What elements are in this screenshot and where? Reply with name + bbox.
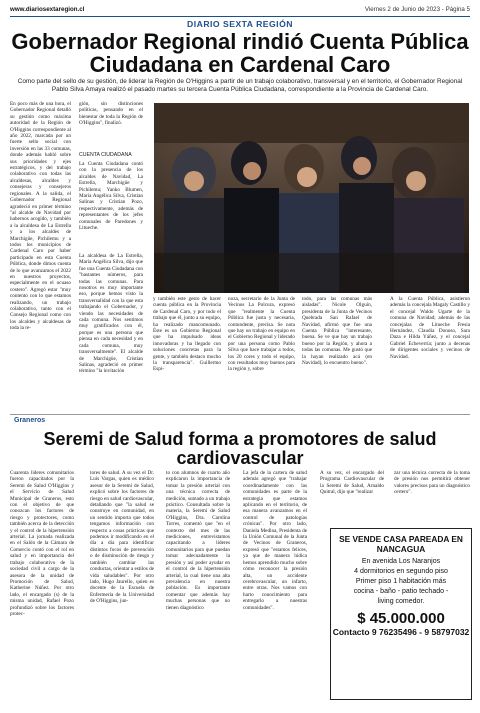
article2-headline: Seremi de Salud forma a promotores de salud cardiovascular bbox=[43, 429, 437, 468]
article1-column-3: La alcaldesa de La Estrella, María Angélica Silva, dijo que fue una Cuenta Ciudadana con "bastantes números, para todas las comunas. Para nosotros es muy importante eso, porque hemos visto la transversalidad con la que esta trabajando el Gobernador, y viendo las necesidades de cada comuna. Nos sentimos muy gratificados con él, porque es una persona que piensa en cada necesidad y en cada comuna, muy transversalmente". El alcalde de Marchigüe, Cristian Salinas, agradeció en primer término "la invitación bbox=[79, 253, 143, 375]
article2-column-5: A su vez, el encargado del Programa Cardiovascular de la Seremi de Salud, Arnaldo Quitral, dijo que "realizar bbox=[320, 470, 384, 496]
ad-contact: Contacto 9 76235496 - 9 58797032 bbox=[332, 627, 470, 637]
article1-headline: Gobernador Regional rindió Cuenta Pública Ciudadana en Cardenal Caro bbox=[11, 29, 469, 77]
article1-deck: Como parte del sello de su gestión, de liderar la Región de O'Higgins a partir de un trabajo colaborativo, transversal y en el territorio, el Gobernador Regional Pablo Silva Amaya realizó el pasado martes su tercera Cuenta Pública Ciudadana, correspondiente a la Provincia de Cardenal Caro. bbox=[17, 78, 463, 93]
ad-line-4: cocina - baño - patio techado - bbox=[353, 588, 449, 595]
article2-column-2: tores de salud. A su vez el Dr. Luis Vargas, quien es médico asesor de la Seremi de Salud, explicó sobre los factores de riesgo en salud cardiovascular, detallando que "la salud se construye en comunidad, en un sentido importa que todos tengamos información con respecto a cosas prácticas que podemos ir modificando en el día a día para identificar distintos focos de prevención o de disminución de riesgo y también cambiar las conductas, orientar a estilos de vida saludables". Por otro lado, Hugo Jaurello, quien es docente de la Escuela de Enfermería de la Universidad de O'Higgins, jun- bbox=[90, 470, 154, 605]
article1-subhead: CUENTA CIUDADANA bbox=[79, 152, 132, 158]
article2-kicker: Graneros bbox=[14, 417, 46, 424]
section-divider bbox=[10, 414, 470, 415]
site-url[interactable]: www.diariosextaregion.cl bbox=[10, 6, 85, 13]
article1-column-7: A la Cuenta Pública, asistieron además la concejala Magaly Castillo y el concejal Waldo Ugarte de la comuna de Navidad; además de las concejalas de Litueche Fresia Hernández, Claudia Donoso, Sara Daza e Hilda Yáñez, y el concejal Gabriel Echeverría; junto a decenas de dirigentes sociales y vecinos de Navidad. bbox=[390, 296, 470, 360]
ad-line-2: 4 dormitorios en segundo piso bbox=[354, 568, 448, 575]
classified-ad bbox=[330, 528, 472, 700]
event-photo bbox=[154, 103, 469, 293]
article1-column-6: todo, para las comunas más aisladas". Nicole Olguín, presidenta de la Junta de Vecinos Quebrada San Rafael de Navidad, afirmó que fue una Cuenta Pública "interesante, buena. Se ve que hay un trabajo bueno por la Región, y ahora a todas las comunas. Me gustó que la hayan realizado acá (en Navidad), lo encuentro bueno". bbox=[302, 296, 372, 367]
article1-column-2: gión, sin distinciones políticas, pensando en el bienestar de toda la Región de O'Higgins", finalizó. bbox=[79, 101, 143, 127]
section-title: DIARIO SEXTA REGIÓN bbox=[187, 19, 293, 29]
article2-column-3: to con alumnos de cuarto año explicaron la importancia de tomar la presión arterial con una técnica correcta de medición, sumado a un trabajo práctico. Consultada sobre la materia, la Seremi de Salud O'Higgins, Dra. Carolina Torres, comentó que "en el contexto del mes de las mediciones, entrevistamos capacitando a líderes comunitarios para que puedan tomar adecuadamente la presión y así poder ayudar en el control de la hipertensión arterial, la cual tiene una alta prevalencia en nuestra población. Es importante comentar que además hay muchas personas que no tienen diagnóstico bbox=[166, 470, 230, 611]
article1-column-1: En poco más de una hora, el Gobernador Regional detalló su gestión como máxima autoridad de la Región de O'Higgins correspondiente al año 2022, marcada por un fuerte sello social con inversión en las 33 comunas, donde además habló sobre sus prioridades y ejes estratégicos, y del trabajo colaborativo con todas las alcaldesas, alcaldes y consejeras y consejeros regionales. A la salida, el Gobernador Regional agradeció en primer término "al alcalde de Navidad por habernos acogido, y también a la alcaldesa de La Estrella y a los alcaldes de Marchigüe, Pichilemu y a todos los municipios de Cardenal Caro por haber participado en esta Cuenta Pública, donde dimos cuenta de lo que avanzamos el 2022 en nuestros proyectos, especialmente en el ocuaso costero". Agregó estar "muy contento con lo que estamos realizando, un trabajo colaborativo, tanto con el Consejo Regional como con los alcaldes y alcaldesas de toda la re- bbox=[10, 101, 71, 332]
audience-photo-illustration bbox=[154, 103, 469, 293]
ad-title: SE VENDE CASA PAREADA EN NANCAGUA bbox=[339, 534, 463, 554]
article1-column-2b: La Cuenta Ciudadana contó con la presencia de los alcaldes de Navidad, La Estrella, Marchigüe y Pichilemu; Yanko Blumen, María Angélica Silva, Cristian Salinas y Cristian Pozo, respectivamente, además de representantes de los jefes comunales de Paredones y Litueche. bbox=[79, 161, 143, 232]
article1-column-5: noza, secretario de la Junta de Vecinos La Polcura, expresó que "realmente la Cuenta Pública fue justa y necesaria, contundente, precisa. Se nota que hay un trabajo en equipo en el Gobierno Regional y liderado por una persona como Pablo Silva que hace trabajar a todos, los 20 cores y todo el equipo, con resultados muy buenos para la región y, sobre bbox=[228, 296, 295, 373]
header-divider bbox=[10, 16, 470, 17]
article2-column-1: Cuarenta líderes comunitarios fueron capacitados por la Seremi de Salud O'Higgins y el Servicio de Salud Municipal de Graneros, esto con el objetivo de que conozcan los factores de riesgo y protectores, como también acerca de la detección y el control de la hipertensión arterial. La jornada realizada en el Salón de la Cámara de Comercio contó con el rol en salud y en importancia del trabajo colaborativo de la sociedad civil a cargo de la asesora de la unidad de Promoción de Salud, Katherine Núñez. Por otro lado, el encargado (s) de la misma unidad, Rafael Pozo profundizó sobre los factores protec- bbox=[10, 470, 74, 617]
article1-column-4: y también este gesto de hacer cuenta pública en la Provincia de Cardenal Caro, y por todo el trabajo que él, junto a su equipo, ha realizado mancomunado. Éste es un Gobierno Regional que ha impulsado ideas innovadoras y ha llegado con soluciones concretas para la gente, y también destaco mucho la transparencia". Guillermo Espi- bbox=[153, 296, 221, 373]
ad-price: $ 45.000.000 bbox=[357, 610, 445, 627]
article2-column-4: La jefa de la cartera de salud además agregó que "trabajar coordinadamente con las comunidades es parte de la estrategia que estamos aplicando en el territorio, de esa manera avanzamos en el control de patologías crónicas". Por otro lado, Daniela Medina, Presidenta de la Unión Comunal de la Junta de Vecinos de Graneros, expresó que "estamos felices, ya que de manera lúdica hemos aprendido mucho sobre cómo reconocer la presión alta, un accidente cerebrovascular, un infarto, entre otras. Nos vamos con harto conocimiento para entregarlo a nuestras comunidades". bbox=[243, 470, 307, 611]
ad-line-5: living comedor. bbox=[377, 598, 425, 605]
ad-line-1: En avenida Los Naranjos bbox=[361, 558, 441, 565]
article2-column-6: zar una técnica correcta de la toma de presión nos permitirá obtener valores precisos para un diagnóstico certero". bbox=[394, 470, 470, 496]
date-page: Viernes 2 de Junio de 2023 - Página 5 bbox=[364, 6, 470, 13]
ad-line-3: Primer piso 1 habitación más bbox=[355, 578, 447, 585]
